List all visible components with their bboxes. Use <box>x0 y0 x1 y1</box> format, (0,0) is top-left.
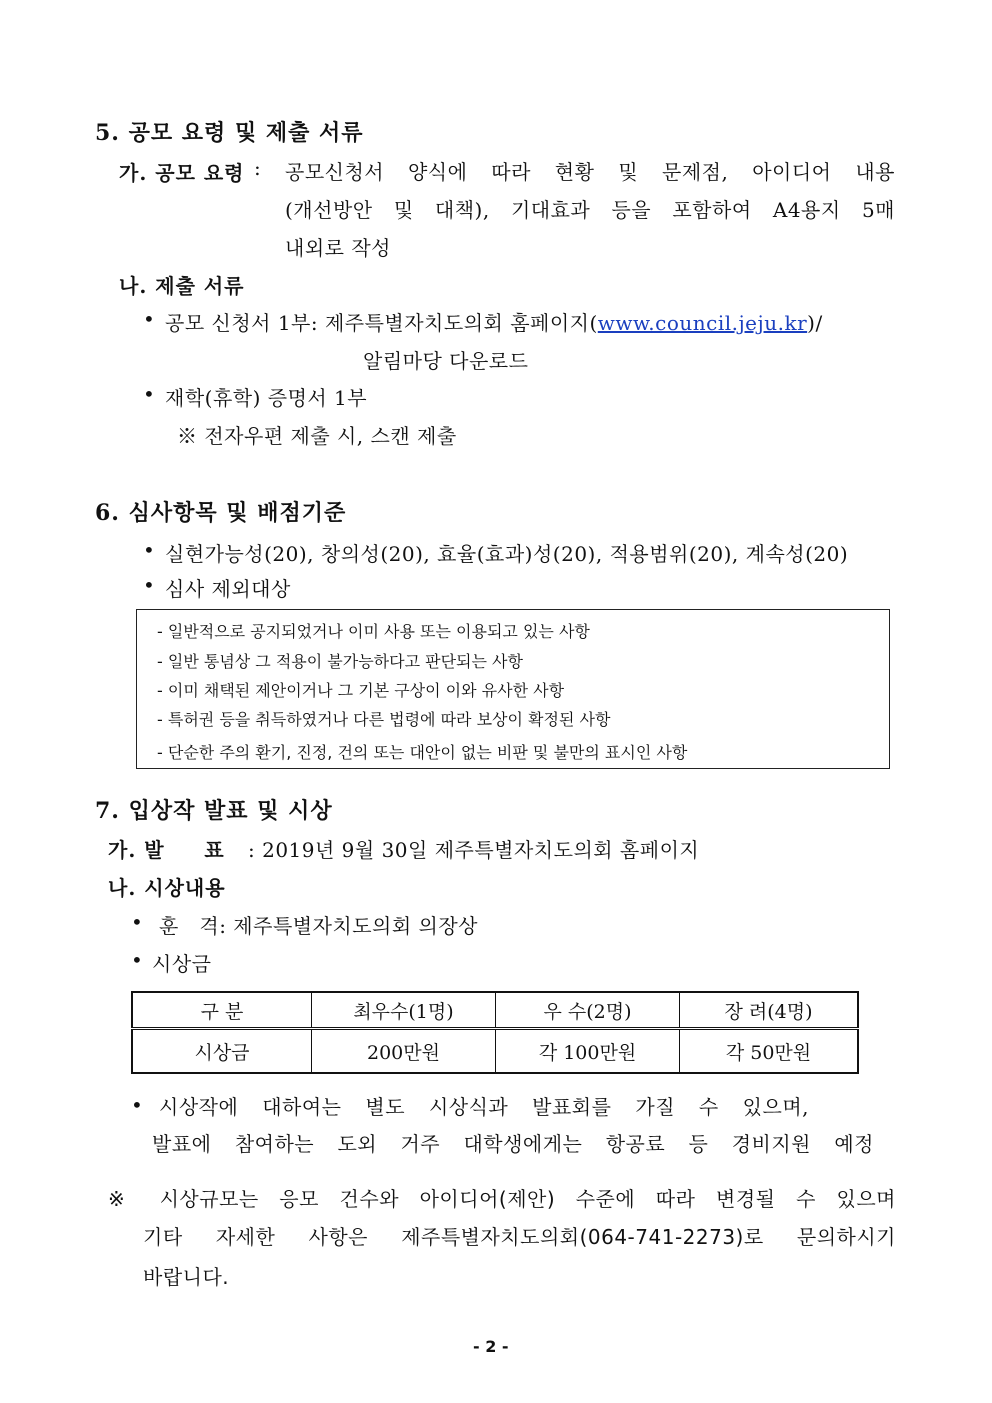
section-5-na-label: 나. 제출 서류 <box>119 274 245 298</box>
section-5-ga-line-2: (개선방안 및 대책), 기대효과 등을 포함하여 A4용지 5매 <box>285 198 895 222</box>
bullet-icon: • <box>143 382 155 406</box>
section-7-ga-label: 가. 발 표 <box>108 838 225 862</box>
section-7-na-label: 나. 시상내용 <box>108 876 226 900</box>
submission-item-application-line-2: 알림마당 다운로드 <box>363 349 529 373</box>
section-5-ga-line-1: 공모신청서 양식에 따라 현황 및 문제점, 아이디어 내용 <box>285 160 895 184</box>
footnote-line-3: 바랍니다. <box>143 1265 230 1289</box>
prize-table-cell: 각 100만원 <box>496 1029 680 1074</box>
prize-table-row <box>132 1029 858 1074</box>
submission-item-application <box>165 307 823 336</box>
prize-table-cell: 200만원 <box>312 1029 496 1074</box>
footnote-line-2: 기타 자세한 사항은 제주특별자치도의회(064-741-2273)로 문의하시기 <box>143 1225 896 1249</box>
section-5-ga-colon: : <box>254 156 262 180</box>
award-title: 훈 격: 제주특별자치도의회 의장상 <box>159 914 479 938</box>
page-number: - 2 - <box>473 1337 509 1356</box>
submission-item-application-text: 공모 신청서 1부: 제주특별자치도의회 홈페이지( <box>165 311 598 335</box>
footnote-line-1: ※ 시상규모는 응모 건수와 아이디어(제안) 수준에 따라 변경될 수 있으며 <box>108 1187 896 1211</box>
prize-table <box>131 991 859 1074</box>
bullet-icon: • <box>143 573 155 597</box>
bullet-icon: • <box>131 1093 143 1117</box>
section-6-heading: 6. 심사항목 및 배점기준 <box>95 500 347 526</box>
exclusion-item: - 일반적으로 공지되었거나 이미 사용 또는 이용되고 있는 사항 <box>157 622 590 641</box>
award-ceremony-line-1: 시상작에 대하여는 별도 시상식과 발표회를 가질 수 있으며, <box>159 1095 809 1119</box>
evaluation-criteria: 실현가능성(20), 창의성(20), 효율(효과)성(20), 적용범위(20), 계속성(20) <box>165 542 849 566</box>
announcement-date: : 2019년 9월 30일 제주특별자치도의회 홈페이지 <box>248 838 700 862</box>
section-5-ga-line-3: 내외로 작성 <box>285 236 391 260</box>
exclusion-item: - 특허권 등을 취득하였거나 다른 법령에 따라 보상이 확정된 사항 <box>157 710 611 729</box>
submission-item-application-suffix: )/ <box>807 311 823 335</box>
prize-table-header-row <box>132 992 858 1029</box>
section-7-heading: 7. 입상작 발표 및 시상 <box>95 798 333 824</box>
section-5-ga-label: 가. 공모 요령 <box>119 161 245 185</box>
prize-money-heading: 시상금 <box>152 952 212 976</box>
exclusion-box <box>136 609 890 769</box>
award-ceremony-line-2: 발표에 참여하는 도외 거주 대학생에게는 항공료 등 경비지원 예정 <box>152 1132 874 1156</box>
bullet-icon: • <box>131 948 143 972</box>
submission-item-enrollment: 재학(휴학) 증명서 1부 <box>165 386 368 410</box>
exclusion-item: - 단순한 주의 환기, 진정, 건의 또는 대안이 없는 비판 및 불만의 표시인 사항 <box>157 743 688 762</box>
prize-table-header-cell: 구 분 <box>132 992 312 1029</box>
bullet-icon: • <box>143 307 155 331</box>
council-website-link[interactable]: www.council.jeju.kr <box>597 311 808 335</box>
exclusion-heading: 심사 제외대상 <box>165 577 291 601</box>
section-5-heading: 5. 공모 요령 및 제출 서류 <box>95 120 364 146</box>
bullet-icon: • <box>143 538 155 562</box>
prize-table-header-cell: 최우수(1명) <box>312 992 496 1029</box>
submission-note: ※ 전자우편 제출 시, 스캔 제출 <box>177 424 457 448</box>
prize-table-cell: 각 50만원 <box>680 1029 859 1074</box>
exclusion-item: - 이미 채택된 제안이거나 그 기본 구상이 이와 유사한 사항 <box>157 681 565 700</box>
prize-table-header-cell: 우 수(2명) <box>496 992 680 1029</box>
bullet-icon: • <box>131 910 143 934</box>
prize-table-cell: 시상금 <box>132 1029 312 1074</box>
prize-table-header-cell: 장 려(4명) <box>680 992 859 1029</box>
exclusion-item: - 일반 통념상 그 적용이 불가능하다고 판단되는 사항 <box>157 652 523 671</box>
